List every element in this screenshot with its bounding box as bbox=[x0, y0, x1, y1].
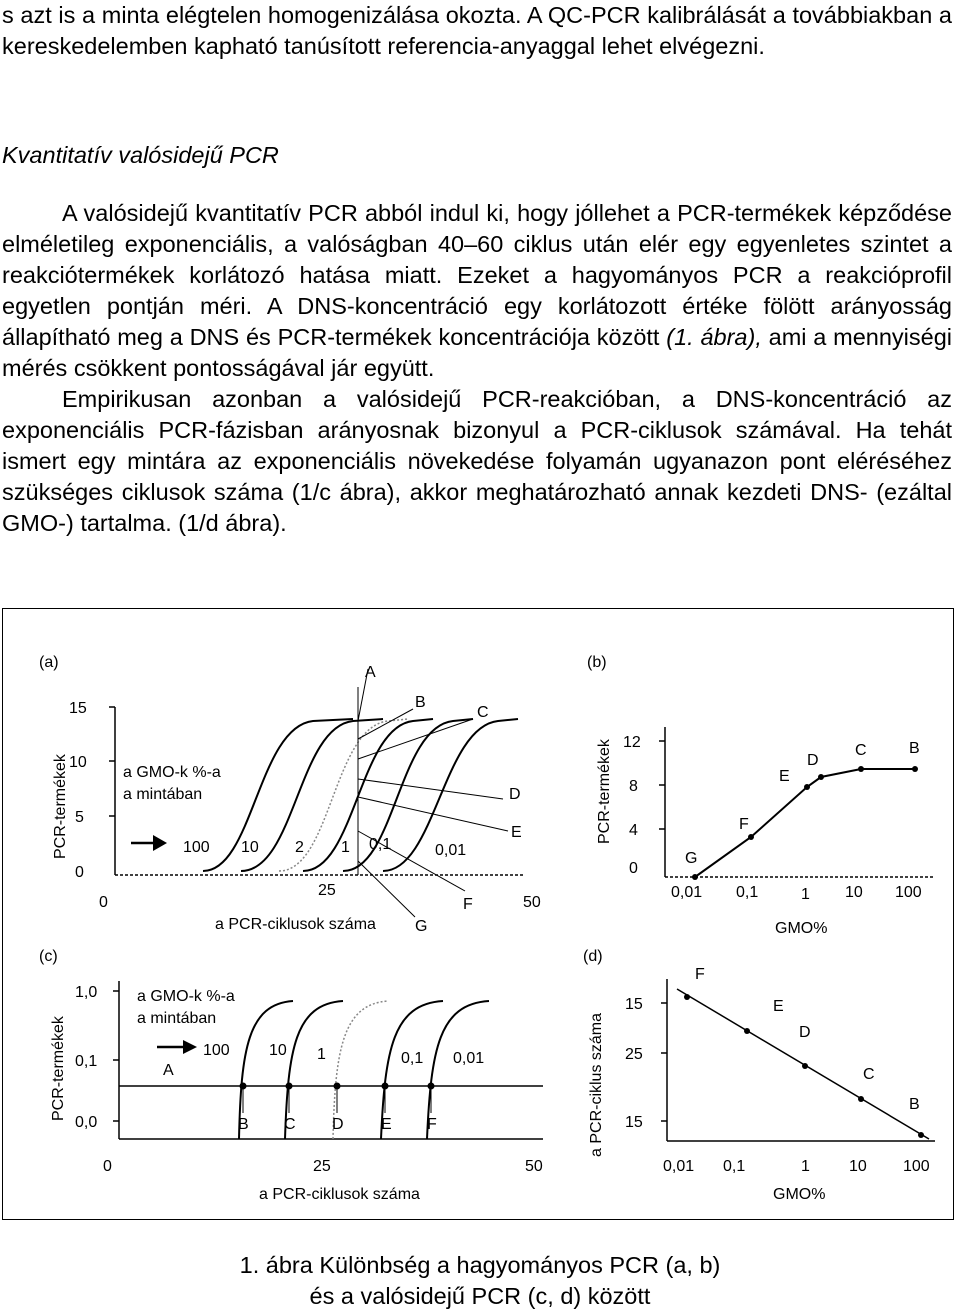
panel-a-ytick-15: 15 bbox=[69, 700, 87, 717]
panel-d-xtick-0-01: 0,01 bbox=[663, 1158, 695, 1175]
panel-a-curve-G: G bbox=[415, 918, 428, 935]
panel-d-ylabel: a PCR-ciklus száma bbox=[588, 1012, 605, 1157]
panel-c bbox=[39, 948, 543, 1203]
panel-a-curve-B: B bbox=[415, 694, 426, 711]
panel-a-leader-F bbox=[358, 831, 465, 891]
panel-c-label-F: F bbox=[427, 1116, 437, 1133]
panel-c-label-B: B bbox=[238, 1116, 249, 1133]
panel-d-label-D: D bbox=[799, 1024, 811, 1041]
panel-c-gmo-1: 1 bbox=[317, 1046, 326, 1063]
panel-a-gmo-2: 2 bbox=[295, 839, 304, 856]
panel-a-leader-E bbox=[358, 797, 508, 831]
panel-a-arrow-head-icon bbox=[153, 835, 167, 851]
panel-a-note-2: a mintában bbox=[123, 786, 203, 803]
panel-b-point-G bbox=[692, 874, 698, 880]
panel-d-label: (d) bbox=[583, 948, 603, 965]
panel-c-xtick-25: 25 bbox=[313, 1158, 331, 1175]
figure-svg bbox=[3, 609, 953, 1219]
panel-b-label-G: G bbox=[685, 850, 698, 867]
paragraph-1-text-a: A valósidejű kvantitatív PCR abból indul ki, hogy jóllehet a PCR-termékek képződése elméletileg exponenciális, a valóságban 40–60 ciklus után elér egy egyenletes szintet a reakciótermékek korlátozó hatása miatt. Ezeket a hagyományos PCR a reakcióprofil egyetlen pontján méri. A DNS-koncentráció egy korlátozott értéke fölött arányosság állapítható meg a DNS és PCR-termékek koncentrációja között bbox=[2, 200, 952, 350]
panel-b-ytick-12: 12 bbox=[623, 734, 641, 751]
panel-b-ytick-8: 8 bbox=[629, 778, 638, 795]
panel-d-label-E: E bbox=[773, 998, 784, 1015]
paragraph-1 bbox=[2, 198, 952, 384]
panel-c-gmo-10: 10 bbox=[269, 1042, 287, 1059]
panel-b-xtick-10: 10 bbox=[845, 884, 863, 901]
panel-a-xtick-25: 25 bbox=[318, 882, 336, 899]
panel-a-curve-E: E bbox=[511, 824, 522, 841]
panel-b-label-F: F bbox=[739, 816, 749, 833]
panel-c-gmo-0-01: 0,01 bbox=[453, 1050, 485, 1067]
panel-d-label-B: B bbox=[909, 1096, 920, 1113]
panel-c-label: (c) bbox=[39, 948, 58, 965]
panel-c-ylabel: PCR-termékek bbox=[50, 1016, 67, 1121]
panel-a-ytick-0: 0 bbox=[75, 864, 84, 881]
panel-c-label-E: E bbox=[381, 1116, 392, 1133]
panel-a-label: (a) bbox=[39, 654, 59, 671]
panel-c-arrow-head-icon bbox=[183, 1040, 197, 1054]
panel-c-xtick-0: 0 bbox=[103, 1158, 112, 1175]
panel-a-curve-C: C bbox=[477, 704, 489, 721]
panel-a-ylabel: PCR-termékek bbox=[52, 754, 69, 859]
panel-b-label-D: D bbox=[807, 752, 819, 769]
panel-a-ytick-5: 5 bbox=[75, 809, 84, 826]
panel-a-note-1: a GMO-k %-a bbox=[123, 764, 221, 781]
panel-d-point-E bbox=[744, 1028, 750, 1034]
panel-c-label-D: D bbox=[332, 1116, 344, 1133]
panel-d-point-C bbox=[858, 1096, 864, 1102]
panel-b-ytick-0: 0 bbox=[629, 860, 638, 877]
panel-d-xtick-10: 10 bbox=[849, 1158, 867, 1175]
panel-b-ylabel: PCR-termékek bbox=[596, 739, 613, 844]
panel-d-xtick-100: 100 bbox=[903, 1158, 930, 1175]
panel-c-note-1: a GMO-k %-a bbox=[137, 988, 235, 1005]
panel-d-point-F bbox=[684, 994, 690, 1000]
panel-a-xtick-0: 0 bbox=[99, 894, 108, 911]
panel-a-curve-10 bbox=[241, 719, 383, 871]
panel-a-curve-F: F bbox=[463, 896, 473, 913]
panel-b-point-E bbox=[804, 784, 810, 790]
panel-d-point-D bbox=[802, 1063, 808, 1069]
panel-b-xtick-0-1: 0,1 bbox=[736, 884, 759, 901]
panel-a-ytick-10: 10 bbox=[69, 754, 87, 771]
panel-b-point-F bbox=[748, 834, 754, 840]
panel-b-point-D bbox=[818, 774, 824, 780]
panel-d-xtick-1: 1 bbox=[801, 1158, 810, 1175]
panel-a-curve-A: A bbox=[365, 664, 376, 681]
panel-b-point-C bbox=[858, 766, 864, 772]
figure-reference: (1. ábra), bbox=[666, 324, 762, 350]
panel-d-ytick-15b: 15 bbox=[625, 1114, 643, 1131]
panel-b-label-B: B bbox=[909, 740, 920, 757]
panel-d-point-B bbox=[918, 1132, 924, 1138]
panel-d bbox=[583, 948, 935, 1203]
section-heading: Kvantitatív valósidejű PCR bbox=[2, 142, 279, 168]
caption-line-1: 1. ábra Különbség a hagyományos PCR (a, b) bbox=[239, 1252, 721, 1278]
panel-b-xtick-100: 100 bbox=[895, 884, 922, 901]
panel-c-note-2: a mintában bbox=[137, 1010, 217, 1027]
panel-d-label-F: F bbox=[695, 966, 705, 983]
panel-c-ytick-0-0: 0,0 bbox=[75, 1114, 98, 1131]
panel-a-xtick-50: 50 bbox=[523, 894, 541, 911]
panel-b-ytick-4: 4 bbox=[629, 822, 638, 839]
panel-a-gmo-1: 1 bbox=[341, 839, 350, 856]
panel-a-leader-D bbox=[358, 779, 503, 799]
paragraph-1-text-b: ami a mennyiségi mérés csökkent pontosságával jár együtt. bbox=[2, 324, 953, 381]
caption-line-2: és a valósidejű PCR (c, d) között bbox=[309, 1283, 651, 1309]
panel-a-curve-D: D bbox=[509, 786, 521, 803]
panel-c-gmo-0-1: 0,1 bbox=[401, 1050, 424, 1067]
panel-c-ytick-1-0: 1,0 bbox=[75, 984, 98, 1001]
panel-c-xlabel: a PCR-ciklusok száma bbox=[259, 1186, 420, 1203]
panel-a bbox=[39, 654, 541, 935]
panel-a-gmo-10: 10 bbox=[241, 839, 259, 856]
panel-d-xtick-0-1: 0,1 bbox=[723, 1158, 746, 1175]
panel-b-point-B bbox=[912, 766, 918, 772]
panel-a-gmo-0-1: 0,1 bbox=[369, 836, 392, 853]
panel-a-curve-100 bbox=[203, 719, 353, 871]
panel-d-label-C: C bbox=[863, 1066, 875, 1083]
figure-caption bbox=[0, 1250, 960, 1312]
intro-paragraph: s azt is a minta elégtelen homogenizálása okozta. A QC-PCR kalibrálását a továbbiakban a kereskedelemben kapható tanúsított referencia-anyaggal lehet elvégezni. bbox=[2, 2, 952, 59]
panel-b-label: (b) bbox=[587, 654, 607, 671]
panel-b-xtick-1: 1 bbox=[801, 886, 810, 903]
panel-a-xlabel: a PCR-ciklusok száma bbox=[215, 916, 376, 933]
panel-b-label-E: E bbox=[779, 768, 790, 785]
panel-d-xlabel: GMO% bbox=[773, 1186, 826, 1203]
panel-c-label-C: C bbox=[284, 1116, 296, 1133]
panel-a-gmo-100: 100 bbox=[183, 839, 210, 856]
figure-box bbox=[2, 608, 954, 1220]
panel-d-ytick-25: 25 bbox=[625, 1046, 643, 1063]
panel-c-label-A: A bbox=[163, 1062, 174, 1079]
panel-c-ytick-0-1: 0,1 bbox=[75, 1053, 98, 1070]
panel-a-leader-G bbox=[358, 861, 415, 917]
panel-c-gmo-100: 100 bbox=[203, 1042, 230, 1059]
panel-d-ytick-15a: 15 bbox=[625, 996, 643, 1013]
panel-a-gmo-0-01: 0,01 bbox=[435, 842, 467, 859]
panel-b-xlabel: GMO% bbox=[775, 920, 828, 937]
panel-b-label-C: C bbox=[855, 742, 867, 759]
panel-b-xtick-0-01: 0,01 bbox=[671, 884, 703, 901]
panel-b bbox=[587, 654, 935, 937]
panel-c-xtick-50: 50 bbox=[525, 1158, 543, 1175]
paragraph-2: Empirikusan azonban a valósidejű PCR-reakcióban, a DNS-koncentráció az exponenciális PCR-fázisban arányosnak bizonyul a PCR-ciklusok számával. Ha tehát ismert egy mintára az exponenciális növekedése folyamán ugyanazon pont eléréséhez szükséges ciklusok száma (1/c ábra), akkor meghatározható annak kezdeti DNS- (ezáltal GMO-) tartalma. (1/d ábra). bbox=[2, 386, 952, 536]
